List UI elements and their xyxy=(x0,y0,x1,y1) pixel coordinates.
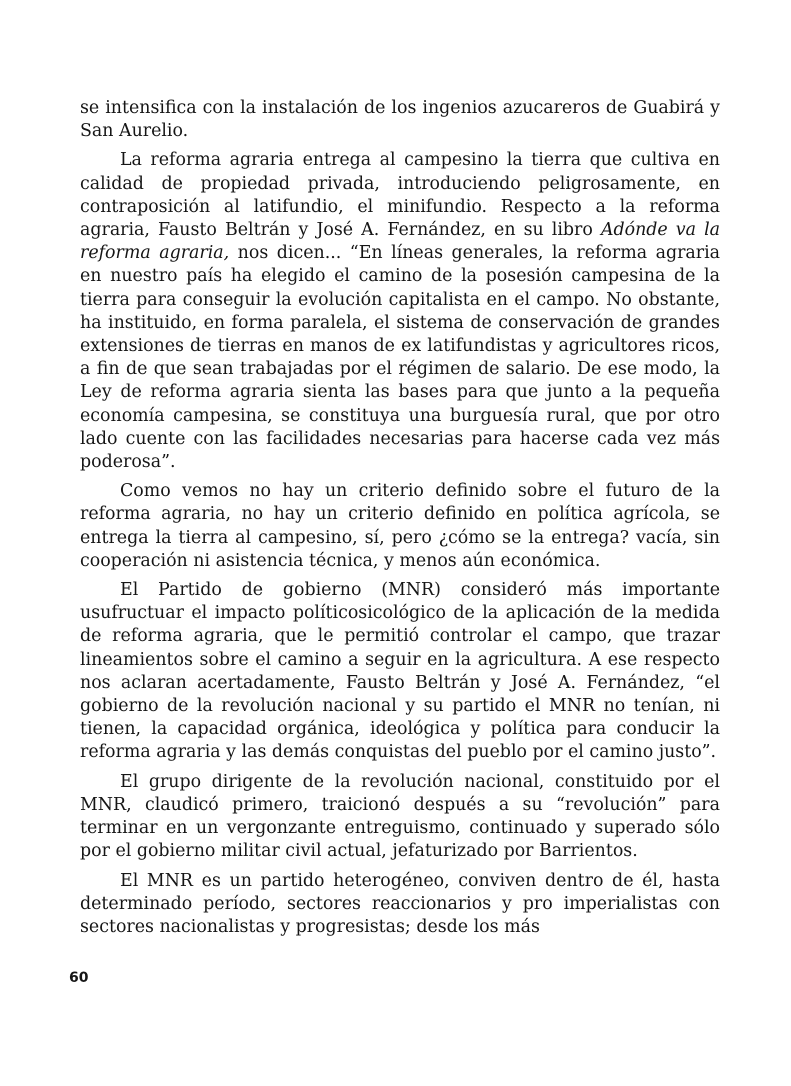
paragraph-5 xyxy=(80,771,720,864)
paragraph-text: Como vemos no hay un criterio definido sobre el futuro de la reforma agraria, no hay un criterio definido en política agrícola, se entrega la tierra al campesino, sí, pero ¿cómo se la entrega? vacía, sin cooperación ni asistencia técnica, y menos aún económica. xyxy=(80,481,720,571)
paragraph-text: El Partido de gobierno (MNR) consideró más importante usufructuar el impacto políticosicológico de la aplicación de la medida de reforma agraria, que le permitió controlar el campo, que trazar lineamientos sobre el camino a seguir en la agricultura. A ese respecto nos aclaran acertadamente, Fausto Beltrán y José A. Fernández, “el gobierno de la revolución nacional y su partido el MNR no tenían, ni tienen, la capacidad orgánica, ideológica y política para conducir la reforma agraria y las demás conquistas del pueblo por el camino justo”. xyxy=(80,580,720,763)
book-title: Adónde va la reforma agraria, xyxy=(80,220,721,264)
paragraph-text: El MNR es un partido heterogéneo, conviven dentro de él, hasta determinado período, sectores reaccionarios y pro imperialistas con sectores nacionalistas y progresistas; desde los más xyxy=(80,870,720,937)
paragraph-text: El grupo dirigente de la revolución nacional, constituido por el MNR, claudicó primero, traicionó después a su “revolución” para terminar en un vergonzante entreguismo, continuado y superado sólo por el gobierno militar civil actual, jefaturizado por Barrientos. xyxy=(80,771,720,862)
paragraph-2 xyxy=(80,149,720,474)
page-number: 60 xyxy=(69,970,89,986)
paragraph-text: La reforma agraria entrega al campesino la tierra que cultiva en calidad de propiedad privada, introduciendo peligrosamente, en contraposición al latifundio, el minifundio. Respecto a la reforma agraria, Fausto Beltrán y José A. Fernández, en su libro xyxy=(80,150,720,241)
paragraph-3 xyxy=(80,480,720,573)
paragraph-6 xyxy=(80,870,720,940)
page-body xyxy=(80,97,720,945)
paragraph-text: nos dicen... “En líneas generales, la reforma agraria en nuestro país ha elegido el camino de la posesión campesina de la tierra para conseguir la evolución capitalista en el campo. No obstante, ha instituido, en forma paralela, el sistema de conservación de grandes extensiones de tierras en manos de ex latifundistas y agricultores ricos, a fin de que sean trabajadas por el régimen de salario. De ese modo, la Ley de reforma agraria sienta las bases para que junto a la pequeña economía campesina, se constituya una burguesía rural, que por otro lado cuente con las facilidades necesarias para hacerse cada vez más poderosa”. xyxy=(80,243,720,473)
paragraph-text: se intensifica con la instalación de los ingenios azucareros de Guabirá y San Aurelio. xyxy=(80,98,720,142)
paragraph-1 xyxy=(80,97,720,143)
paragraph-4 xyxy=(80,579,720,765)
